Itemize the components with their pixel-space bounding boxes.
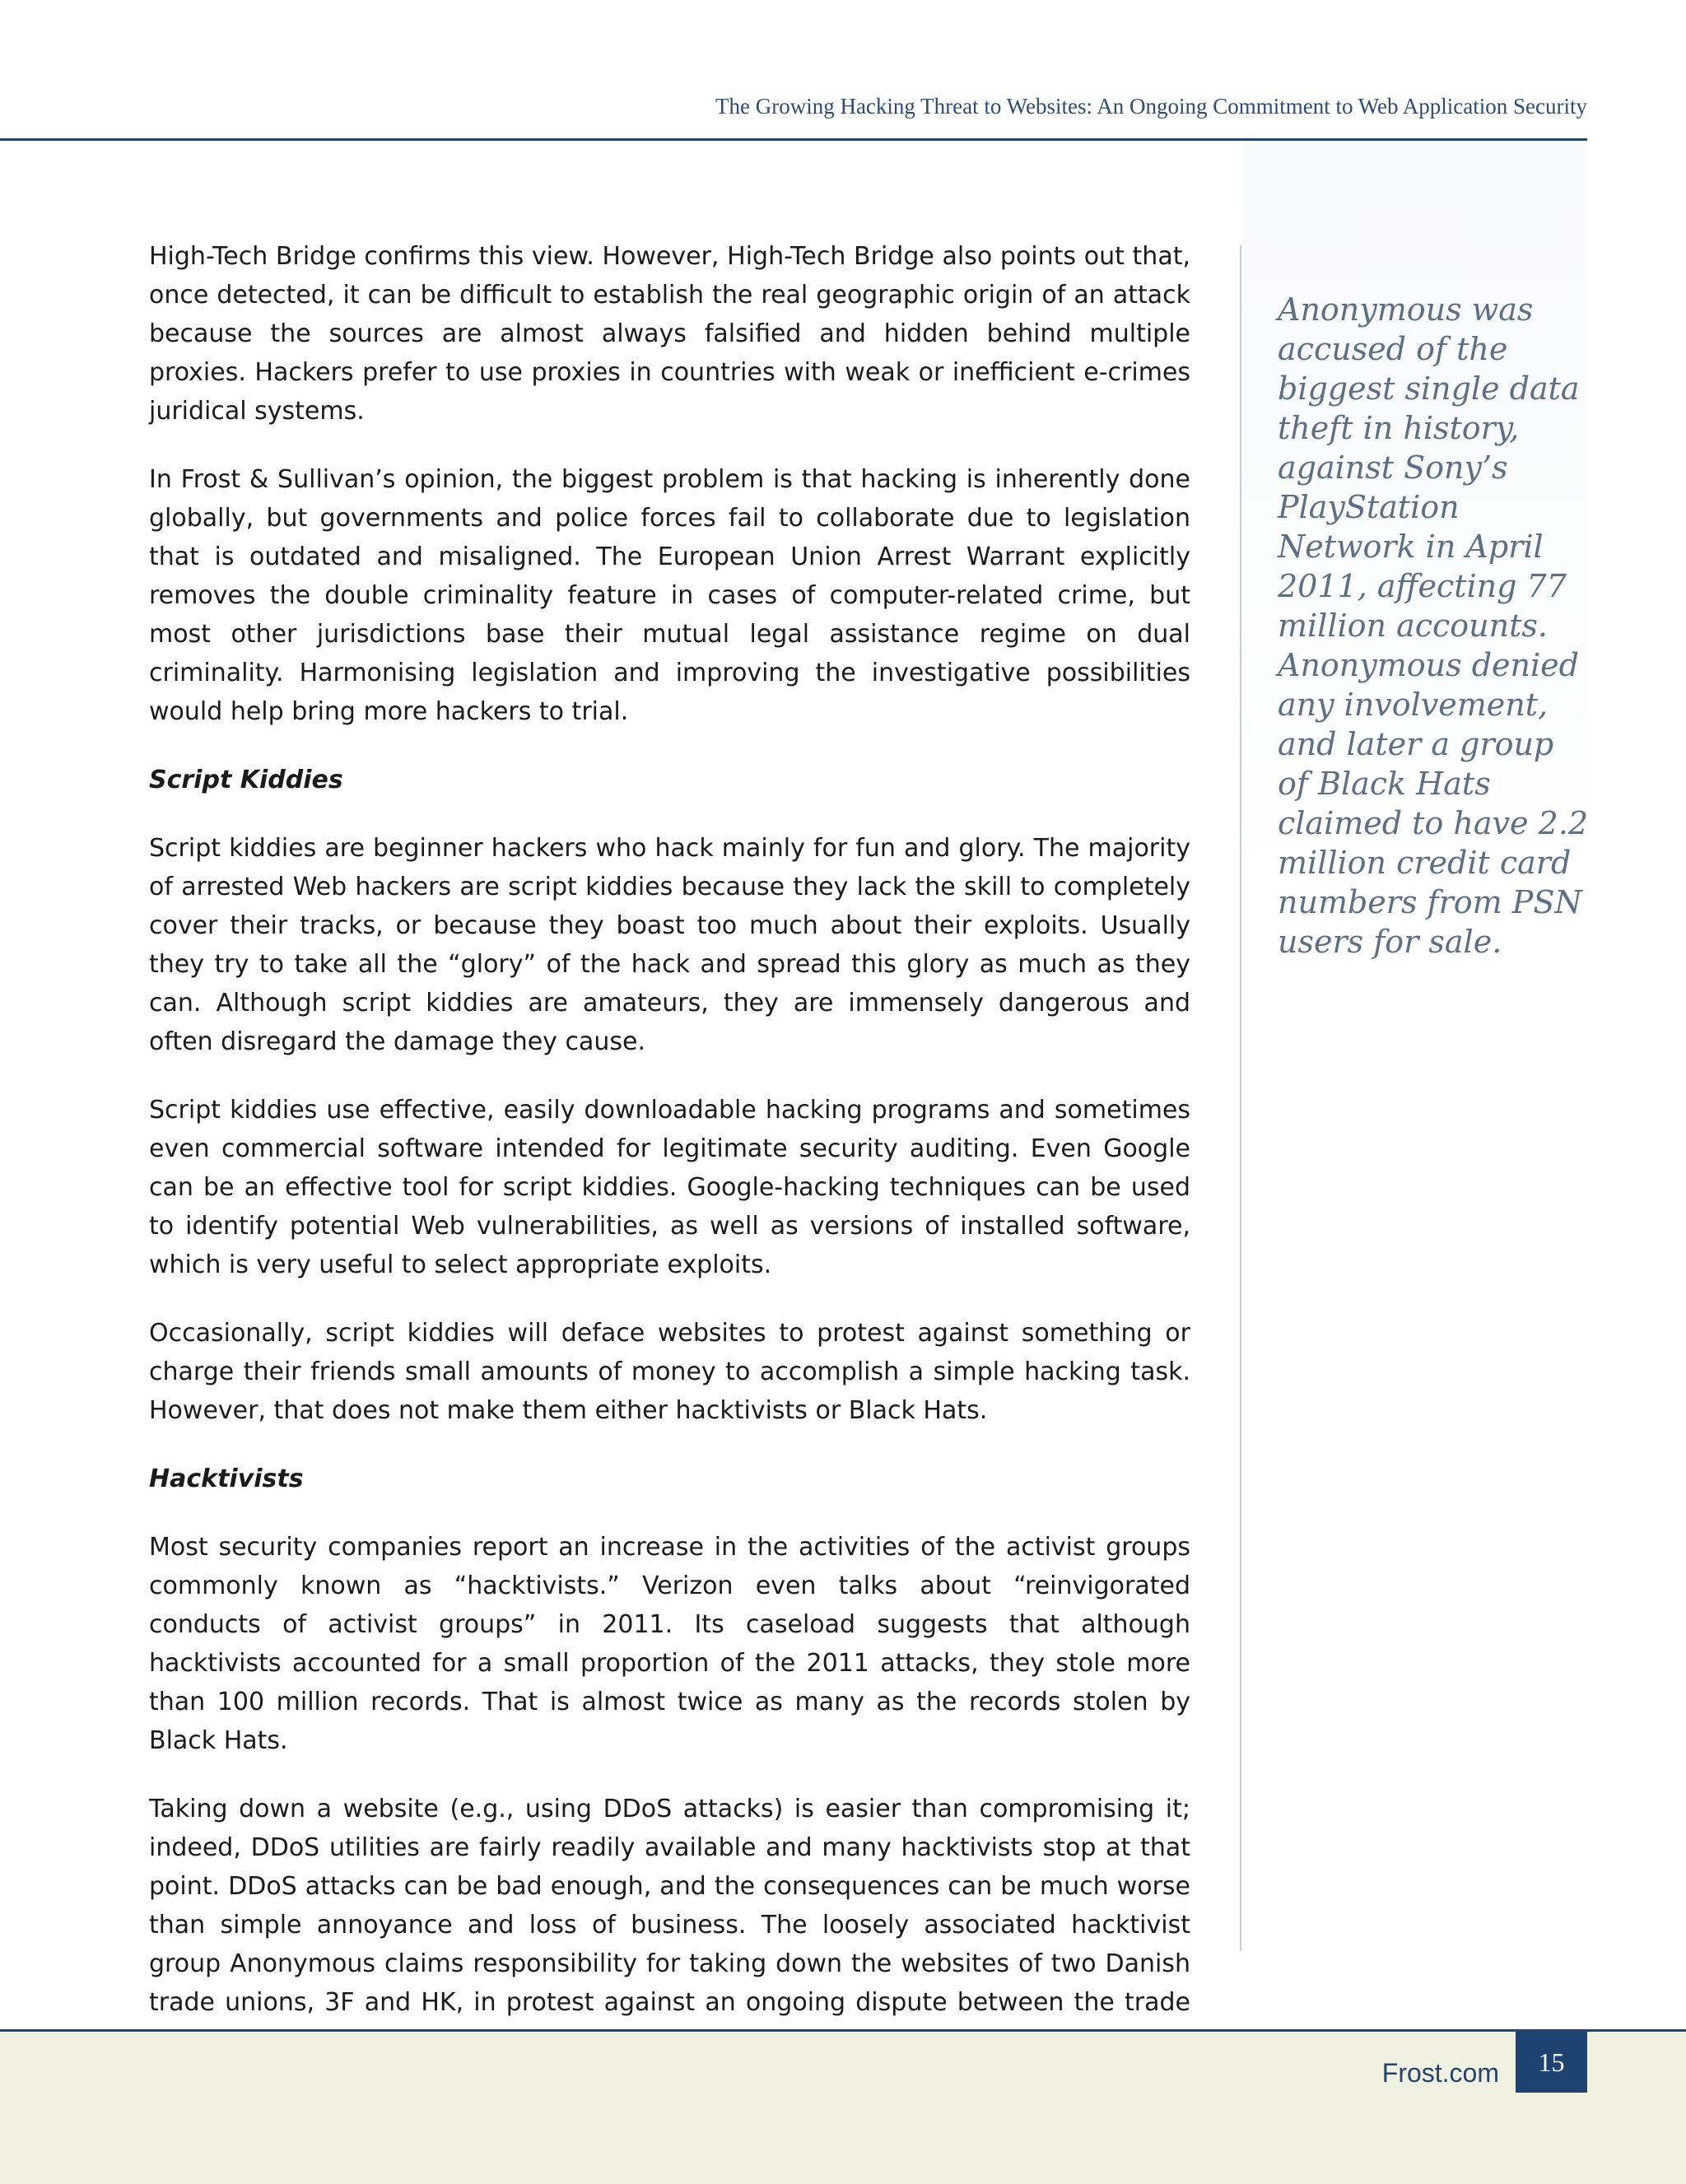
section-heading-hacktivists: Hacktivists [149, 1465, 304, 1493]
main-text-column [149, 237, 1190, 2168]
column-divider [1240, 245, 1241, 1951]
page-number: 15 [1516, 2032, 1587, 2093]
section-heading-script-kiddies: Script Kiddies [149, 766, 343, 794]
page-footer [0, 2029, 1686, 2184]
running-header [0, 0, 1587, 141]
footer-site-link: Frost.com [1381, 2058, 1499, 2088]
body-paragraph: Script kiddies use effective, easily downloadable hacking programs and sometimes even commercial software intended for legitimate security auditing. Even Google can be an effective tool for script kiddies. Google-hacking techniques can be used to identify potential Web vulnerabilities, as well as versions of installed software, which is very useful to select appropriate exploits. [149, 1096, 1190, 1279]
body-paragraph: Occasionally, script kiddies will deface websites to protest against something or charge their friends small amounts of money to accomplish a simple hacking task. However, that does not make them either hacktivists or Black Hats. [149, 1319, 1190, 1425]
pull-quote: Anonymous was accused of the biggest single data theft in history, against Sony’s PlayStation Network in April 2011, affecting 77 million accounts. Anonymous denied any involvement, and later a group of Black Hats claimed to have 2.2 million credit card numbers from PSN users for sale. [1278, 291, 1588, 960]
body-paragraph: Taking down a website (e.g., using DDoS attacks) is easier than compromising it; indeed, DDoS utilities are fairly readily available and many hacktivists stop at that point. DDoS attacks can be bad enough, and the consequences can be much worse than simple annoyance and loss of business. The loosely associated hacktivist group Anonymous claims responsibility for taking down the websites of two Danish trade unions, 3F and HK, in protest against an ongoing dispute between the trade [149, 1795, 1190, 2017]
body-paragraph: Most security companies report an increase in the activities of the activist groups commonly known as “hacktivists.” Verizon even talks about “reinvigorated conducts of activist groups” in 2011. Its caseload suggests that although hacktivists accounted for a small proportion of the 2011 attacks, they stole more than 100 million records. That is almost twice as many as the records stolen by Black Hats. [149, 1533, 1190, 1755]
body-paragraph: In Frost & Sullivan’s opinion, the biggest problem is that hacking is inherently done globally, but governments and police forces fail to collaborate due to legislation that is outdated and misaligned. The European Union Arrest Warrant explicitly removes the double criminality feature in cases of computer-related crime, but most other jurisdictions base their mutual legal assistance regime on dual criminality. Harmonising legislation and improving the investigative possibilities would help bring more hackers to trial. [149, 465, 1190, 726]
body-paragraph: High-Tech Bridge confirms this view. However, High-Tech Bridge also points out that, once detected, it can be difficult to establish the real geographic origin of an attack because the sources are almost always falsified and hidden behind multiple proxies. Hackers prefer to use proxies in countries with weak or inefficient e-crimes juridical systems. [149, 242, 1190, 426]
body-paragraph: Script kiddies are beginner hackers who hack mainly for fun and glory. The majority of arrested Web hackers are script kiddies because they lack the skill to completely cover their tracks, or because they boast too much about their exploits. Usually they try to take all the “glory” of the hack and spread this glory as much as they can. Although script kiddies are amateurs, they are immensely dangerous and often disregard the damage they cause. [149, 834, 1190, 1056]
document-title: The Growing Hacking Threat to Websites: An Ongoing Commitment to Web Application Security [715, 94, 1587, 119]
